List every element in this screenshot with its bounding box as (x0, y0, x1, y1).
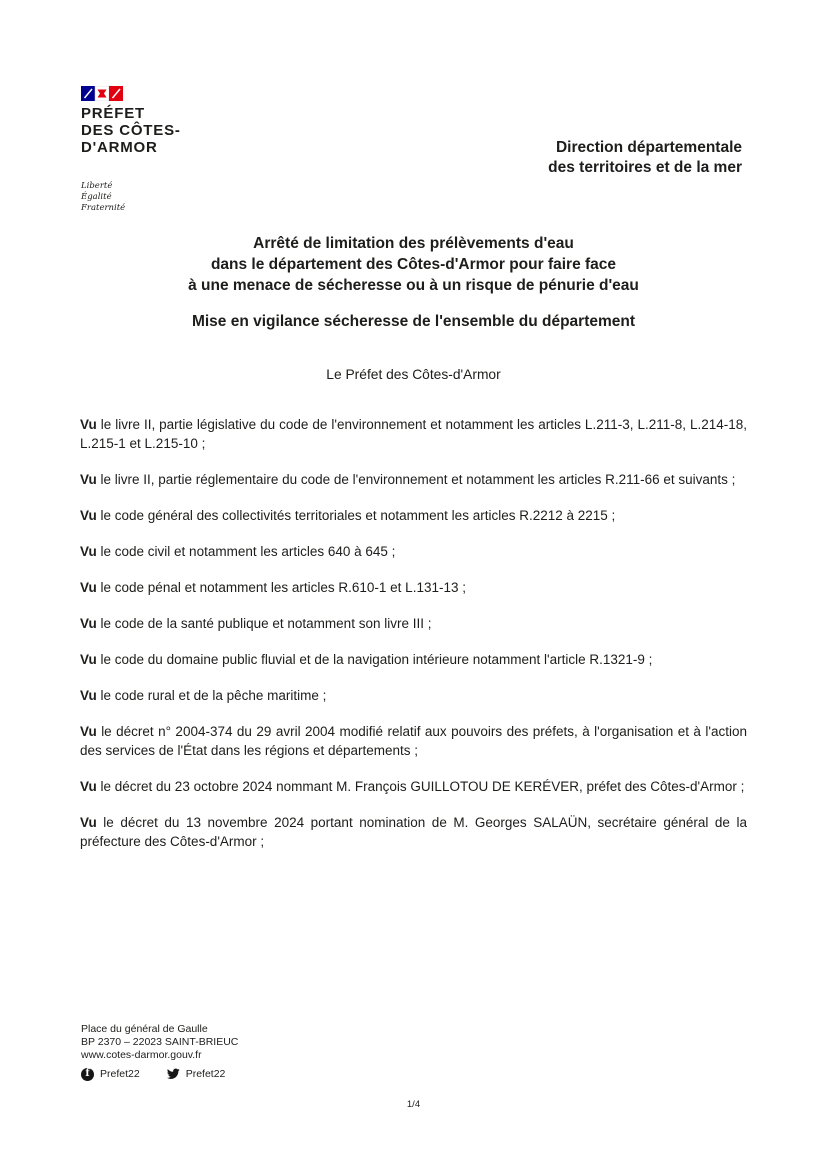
vu-paragraph (80, 650, 747, 669)
direction-line: Direction départementale (555, 139, 742, 156)
vu-lead: Vu (80, 472, 97, 487)
vu-paragraph (80, 614, 747, 633)
vu-text: le code rural et de la pêche maritime ; (100, 688, 327, 703)
vu-paragraph (80, 470, 747, 489)
direction-title (548, 138, 742, 178)
vu-paragraph (80, 722, 747, 760)
vu-paragraph (80, 415, 747, 453)
issuing-authority: Le Préfet des Côtes-d'Armor (326, 367, 501, 382)
address-line: Place du général de Gaulle (81, 1023, 208, 1035)
vu-text: le décret n° 2004-374 du 29 avril 2004 modifié relatif aux pouvoirs des préfets, à l'organisation et à l'action des services de l'État dans les régions et départements ; (80, 724, 747, 758)
logo-name-line: DES CÔTES- (81, 122, 181, 139)
twitter-icon (166, 1067, 180, 1081)
vu-text: le livre II, partie réglementaire du code de l'environnement et notamment les articles R.211-66 et suivants ; (100, 472, 736, 487)
vu-lead: Vu (80, 580, 97, 595)
vu-paragraph (80, 686, 747, 705)
vu-paragraph (80, 777, 747, 796)
vu-lead: Vu (80, 815, 97, 830)
arrete-subtitle: Mise en vigilance sécheresse de l'ensemble du département (191, 313, 636, 330)
vu-paragraph (80, 506, 747, 525)
vu-paragraph-list (80, 415, 747, 851)
vu-paragraph (80, 813, 747, 851)
motto-line: Liberté (81, 181, 113, 191)
footer (81, 1023, 238, 1081)
vu-text: le code civil et notamment les articles 640 à 645 ; (100, 544, 396, 559)
logo-name (81, 105, 181, 156)
vu-lead: Vu (80, 724, 97, 739)
twitter-handle: Prefet22 (185, 1067, 226, 1080)
page-number: 1/4 (406, 1099, 421, 1110)
vu-text: le code pénal et notamment les articles R.610-1 et L.131-13 ; (100, 580, 466, 595)
logo-motto (81, 181, 181, 214)
facebook-icon (81, 1068, 94, 1081)
title-line: Arrêté de limitation des prélèvements d'eau (253, 235, 574, 252)
vu-lead: Vu (80, 417, 97, 432)
vu-lead: Vu (80, 544, 97, 559)
title-line: à une menace de sécheresse ou à un risque de pénurie d'eau (188, 277, 639, 294)
facebook-handle: Prefet22 (100, 1067, 140, 1080)
logo-name-line: PRÉFET (81, 105, 145, 122)
motto-line: Fraternité (81, 203, 126, 213)
vu-text: le code général des collectivités territoriales et notamment les articles R.2212 à 2215 ; (100, 508, 616, 523)
vu-lead: Vu (80, 616, 97, 631)
social-row (81, 1067, 238, 1081)
document-body (80, 233, 747, 868)
prefecture-logo (81, 86, 181, 214)
direction-line: des territoires et de la mer (548, 159, 742, 176)
motto-line: Égalité (81, 192, 112, 202)
french-flag-icon (81, 86, 123, 101)
title-line: dans le département des Côtes-d'Armor pour faire face (210, 256, 617, 273)
logo-name-line: D'ARMOR (81, 139, 158, 156)
vu-text: le décret du 13 novembre 2024 portant nomination de M. Georges SALAÜN, secrétaire général de la préfecture des Côtes-d'Armor ; (80, 815, 747, 849)
address-line: BP 2370 – 22023 SAINT-BRIEUC (81, 1036, 239, 1048)
vu-text: le décret du 23 octobre 2024 nommant M. François GUILLOTOU DE KERÉVER, préfet des Côtes-d'Armor ; (100, 779, 745, 794)
vu-paragraph (80, 578, 747, 597)
vu-text: le code de la santé publique et notamment son livre III ; (100, 616, 432, 631)
social-item-facebook (81, 1068, 140, 1081)
vu-lead: Vu (80, 508, 97, 523)
website-link: www.cotes-darmor.gouv.fr (81, 1049, 202, 1061)
arrete-title (80, 233, 747, 296)
vu-lead: Vu (80, 688, 97, 703)
vu-text: le livre II, partie législative du code de l'environnement et notamment les articles L.211-3, L.211-8, L.214-18, L.215-1 et L.215-10 ; (80, 417, 747, 451)
vu-lead: Vu (80, 779, 97, 794)
social-item-twitter (166, 1067, 226, 1081)
vu-text: le code du domaine public fluvial et de la navigation intérieure notamment l'article R.1321-9 ; (100, 652, 653, 667)
vu-paragraph (80, 542, 747, 561)
vu-lead: Vu (80, 652, 97, 667)
